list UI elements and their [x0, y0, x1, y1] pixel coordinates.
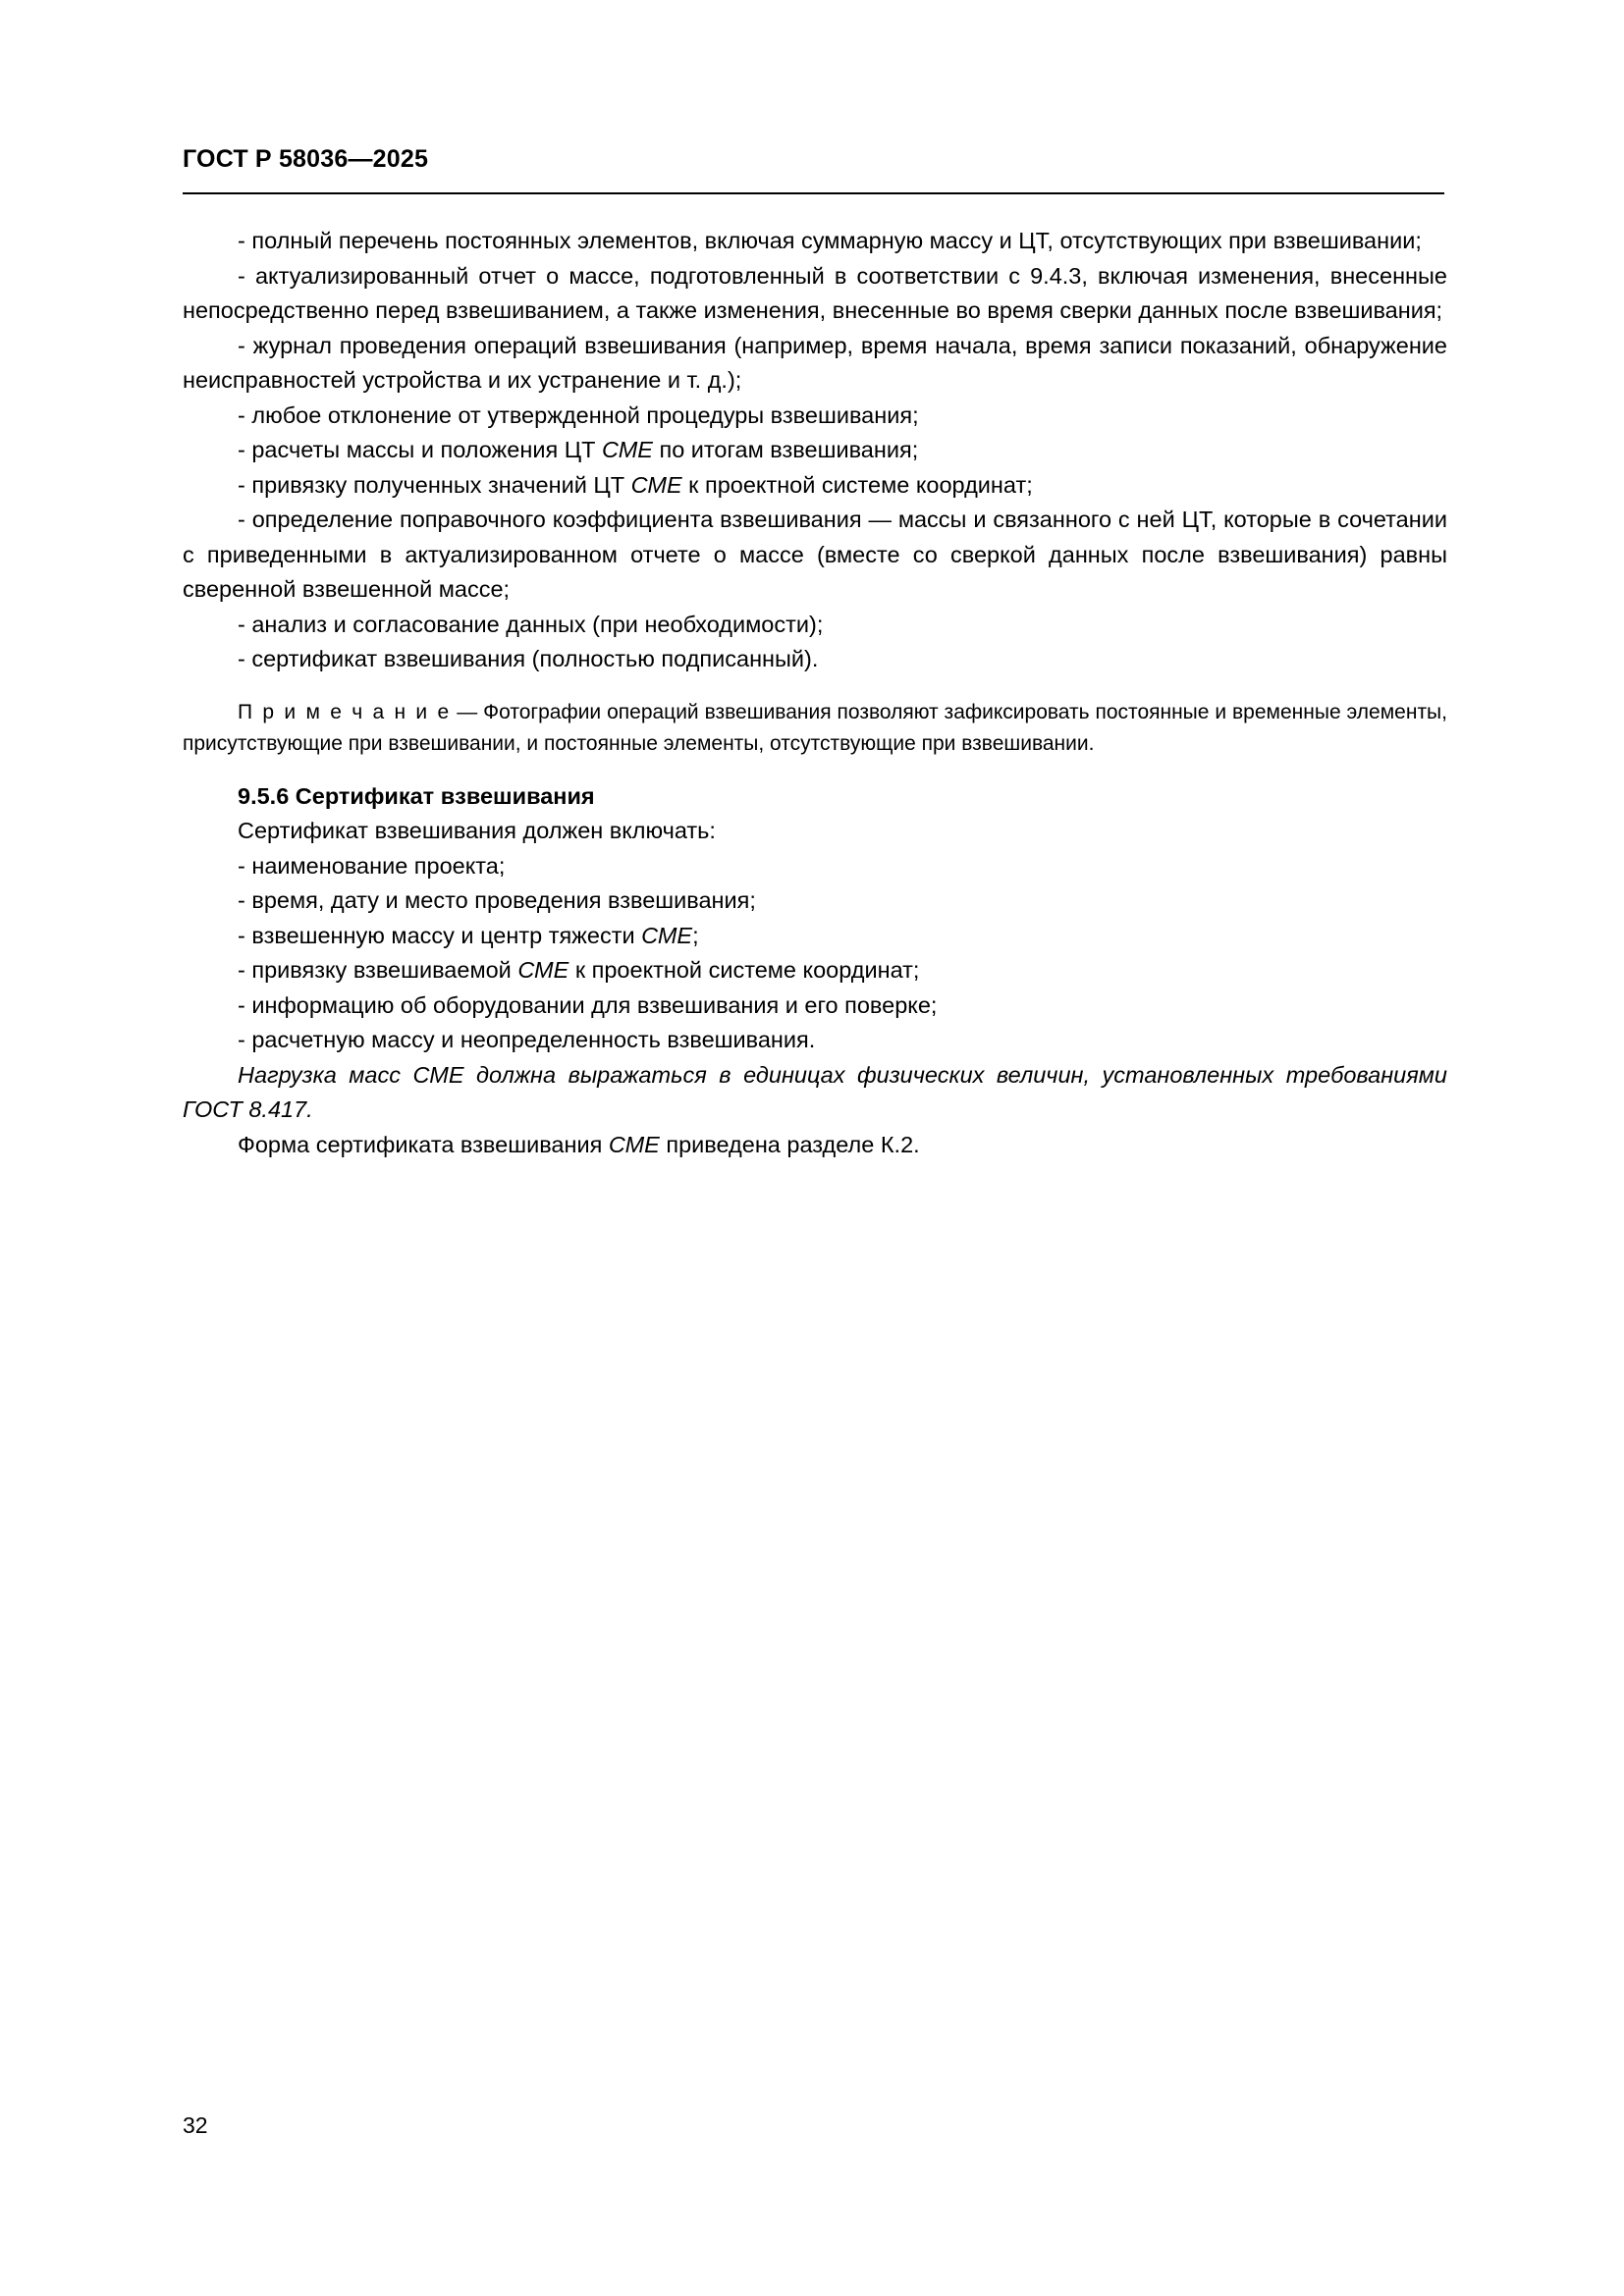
- list-item-text-post: ;: [692, 922, 699, 948]
- list-item: - наименование проекта;: [238, 852, 506, 879]
- page-body: [183, 224, 1447, 1162]
- list-item-text-pre: - привязку взвешиваемой: [238, 957, 518, 983]
- closing-paragraph: [183, 1128, 1447, 1163]
- list-item-emphasis: СМЕ: [517, 957, 569, 983]
- list-item-text-post: по итогам взвешивания;: [652, 437, 919, 462]
- list-item: - любое отклонение от утвержденной процедуры взвешивания;: [238, 401, 919, 428]
- list-item-text-pre: - взвешенную массу и центр тяжести: [238, 922, 642, 948]
- note-label: П р и м е ч а н и е: [238, 700, 452, 723]
- list-item-text-pre: - расчеты массы и положения ЦТ: [238, 437, 602, 462]
- list-item-text-pre: - привязку полученных значений ЦТ: [238, 471, 631, 498]
- list-item: - журнал проведения операций взвешивания (например, время начала, время записи показаний, обнаружение неисправностей устройства и их устранение и т. д.);: [183, 332, 1447, 393]
- note-paragraph: [183, 697, 1447, 760]
- list-item: - определение поправочного коэффициента взвешивания — массы и связанного с ней ЦТ, которые в сочетании с приведенными в актуализированном отчете о массе (вместе со сверкой данных после взвешивания) равны сверенной взвешенной массе;: [183, 507, 1447, 602]
- section-spacer: [183, 760, 1447, 779]
- closing-emphasis: СМЕ: [608, 1131, 660, 1157]
- closing-text-post: приведена разделе К.2.: [659, 1131, 920, 1157]
- header-divider: [183, 192, 1444, 194]
- list-item-text-post: к проектной системе координат;: [681, 471, 1033, 498]
- list-item: [183, 433, 1447, 468]
- paragraph-spacer: [183, 677, 1447, 697]
- list-item: - время, дату и место проведения взвешивания;: [238, 887, 756, 913]
- list-item: - информацию об оборудовании для взвешивания и его поверке;: [238, 991, 938, 1018]
- list-item: - анализ и согласование данных (при необходимости);: [238, 611, 824, 637]
- note-text: — Фотографии операций взвешивания позволяют зафиксировать постоянные и временные элементы, присутствующие при взвешивании, и постоянные элементы, отсутствующие при взвешивании.: [183, 700, 1447, 755]
- closing-text-pre: Форма сертификата взвешивания: [238, 1131, 609, 1157]
- list-item-text-post: к проектной системе координат;: [568, 957, 920, 983]
- italic-paragraph: Нагрузка масс СМЕ должна выражаться в единицах физических величин, установленных требованиями ГОСТ 8.417.: [183, 1061, 1447, 1122]
- page-number: 32: [183, 2112, 208, 2138]
- list-item: - полный перечень постоянных элементов, включая суммарную массу и ЦТ, отсутствующих при взвешивании;: [238, 228, 1422, 253]
- list-item: - актуализированный отчет о массе, подготовленный в соответствии с 9.4.3, включая изменения, внесенные непосредственно перед взвешиванием, а также изменения, внесенные во время сверки данных после взвешивания;: [183, 262, 1447, 323]
- section-heading: 9.5.6 Сертификат взвешивания: [238, 782, 595, 809]
- list-item: - сертификат взвешивания (полностью подписанный).: [238, 646, 819, 671]
- list-item-emphasis: СМЕ: [601, 437, 653, 462]
- list-item-emphasis: СМЕ: [641, 922, 693, 948]
- list-item: [183, 953, 1447, 988]
- list-item: [183, 468, 1447, 504]
- page-header: ГОСТ Р 58036—2025: [183, 145, 429, 173]
- list-item-emphasis: СМЕ: [630, 471, 682, 498]
- list-item: [183, 919, 1447, 954]
- list-item: - расчетную массу и неопределенность взвешивания.: [238, 1027, 816, 1052]
- section-intro: Сертификат взвешивания должен включать:: [238, 818, 716, 843]
